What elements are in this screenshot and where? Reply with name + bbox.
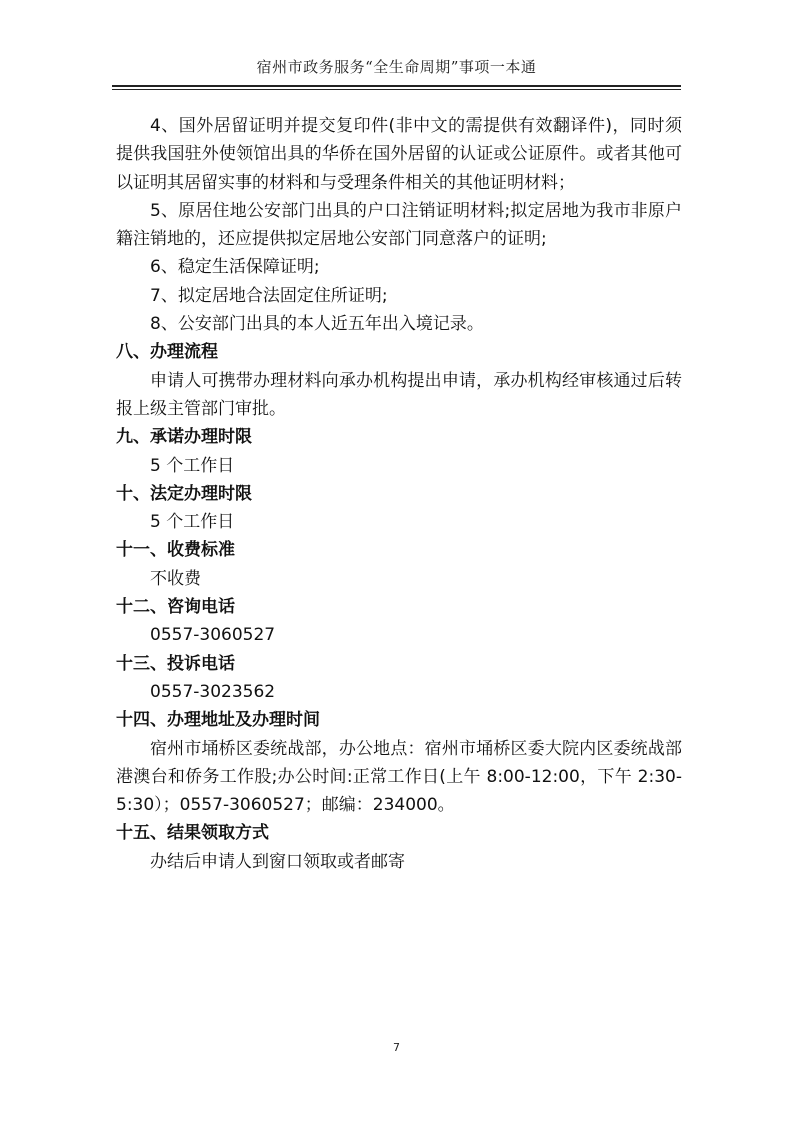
section-heading-complaint-phone: 十三、投诉电话	[116, 653, 235, 674]
section-heading-legal-time: 十、法定办理时限	[116, 483, 252, 504]
paragraph-item-8: 8、公安部门出具的本人近五年出入境记录。	[150, 314, 484, 335]
document-body	[116, 112, 682, 876]
page-header-title: 宿州市政务服务“全生命周期”事项一本通	[256, 58, 537, 76]
section-heading-result-pickup: 十五、结果领取方式	[116, 823, 269, 844]
section-body-fees: 不收费	[150, 568, 201, 589]
paragraph-item-5: 5、原居住地公安部门出具的户口注销证明材料;拟定居地为我市非原户籍注销地的，还应提供拟定居地公安部门同意落户的证明;	[116, 200, 682, 250]
section-heading-address-hours: 十四、办理地址及办理时间	[116, 710, 320, 731]
section-heading-process: 八、办理流程	[116, 342, 218, 363]
section-heading-promised-time: 九、承诺办理时限	[116, 427, 252, 448]
section-heading-consult-phone: 十二、咨询电话	[116, 597, 235, 618]
page-number: 7	[393, 1041, 400, 1054]
section-body-promised-time: 5 个工作日	[150, 455, 235, 476]
header-rule-thin	[112, 89, 681, 90]
section-body-process: 申请人可携带办理材料向承办机构提出申请，承办机构经审核通过后转报上级主管部门审批。	[116, 370, 682, 419]
section-body-consult-phone: 0557-3060527	[150, 625, 276, 646]
section-body-complaint-phone: 0557-3023562	[150, 681, 276, 702]
paragraph-item-4: 4、国外居留证明并提交复印件(非中文的需提供有效翻译件)，同时须提供我国驻外使领馆出具的华侨在国外居留的认证或公证原件。或者其他可以证明其居留实事的材料和与受理条件相关的其他证明材料；	[116, 116, 682, 193]
section-body-address-hours: 宿州市埇桥区委统战部，办公地点：宿州市埇桥区委大院内区委统战部港澳台和侨务工作股;办公时间:正常工作日(上午 8:00-12:00，下午 2:30-5:30）；0557-3060527；邮编：234000。	[116, 738, 682, 816]
paragraph-item-6: 6、稳定生活保障证明;	[150, 257, 320, 278]
section-body-legal-time: 5 个工作日	[150, 512, 235, 533]
header-rule-thick	[112, 85, 681, 87]
paragraph-item-7: 7、拟定居地合法固定住所证明;	[150, 285, 388, 306]
section-body-result-pickup: 办结后申请人到窗口领取或者邮寄	[150, 851, 405, 872]
section-heading-fees: 十一、收费标准	[116, 540, 235, 561]
